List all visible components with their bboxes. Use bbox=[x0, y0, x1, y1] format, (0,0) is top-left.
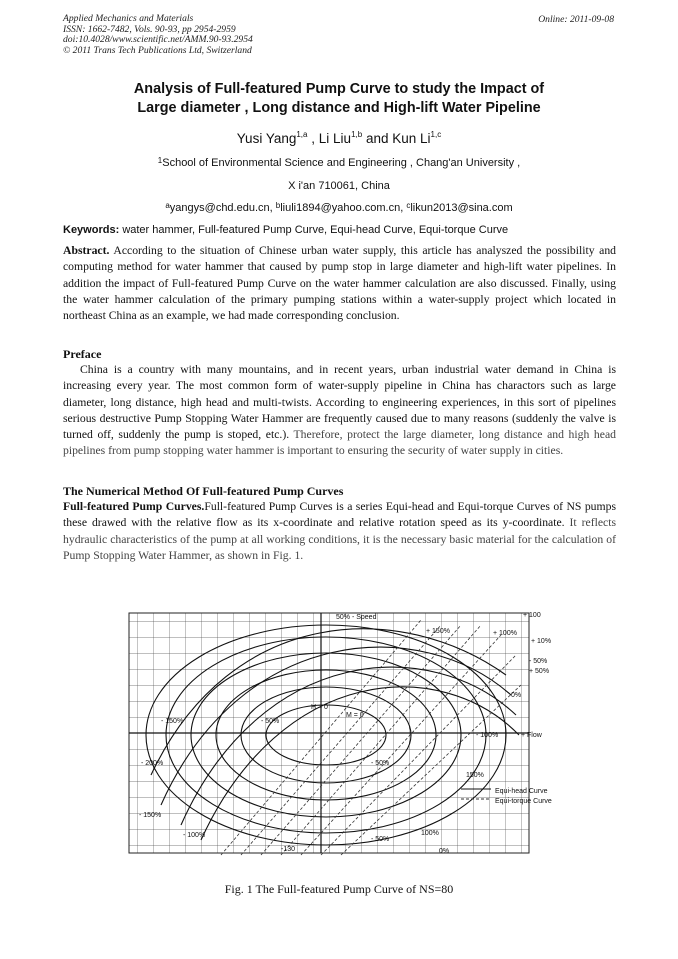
author-sup: 1,c bbox=[430, 130, 442, 139]
label-equi-torque: Equi-torque Curve bbox=[495, 798, 552, 805]
section-text-b: It reflects hydraulic characteristics of the pump at all working conditions, it is the necessary basic material for the calculation of Pump Stopping Water Hammer, as shown in Fig. 1. bbox=[63, 516, 617, 562]
affiliation-sup: 1 bbox=[157, 156, 163, 165]
label-flow: + Flow bbox=[521, 732, 542, 739]
label-zero: 0% bbox=[511, 692, 522, 699]
preface-text-b: Therefore, protect the large diameter, long distance and high head pipelines from pump stopping water hammer is important to ensuring the security of water supply in cities. bbox=[63, 428, 616, 458]
section-lead: Full-featured Pump Curves. bbox=[63, 500, 205, 513]
author-name: Kun Li bbox=[392, 131, 431, 146]
affiliation-text: School of Environmental Science and Engineering , Chang'an University , bbox=[162, 157, 521, 169]
label-n130: -130 bbox=[281, 846, 296, 853]
title-line-2: Large diameter , Long distance and High-lift Water Pipeline bbox=[137, 100, 541, 116]
email-line: $^a$yangys@chd.edu.cn, $^b$liuli1894@yahoo.com.cn, $^c$likun2013@sina.com bbox=[165, 201, 513, 214]
email-sup: a bbox=[165, 201, 170, 210]
label-equi-head: Equi-head Curve bbox=[495, 788, 548, 795]
journal-doi: doi:10.4028/www.scientific.net/AMM.90-93.2954 bbox=[63, 34, 253, 45]
label-p100-top: + 100 bbox=[523, 612, 541, 619]
label-n50f: - 50% bbox=[371, 836, 390, 843]
author-name: Li Liu bbox=[318, 131, 352, 146]
label-p100: + 100% bbox=[493, 630, 517, 637]
journal-name: Applied Mechanics and Materials bbox=[63, 13, 194, 24]
label-p150b: 150% bbox=[466, 772, 484, 779]
abstract bbox=[63, 243, 616, 324]
label-n0: 0% bbox=[439, 848, 450, 855]
label-m50d: - 50% bbox=[371, 760, 390, 767]
email-link[interactable]: liuli1894@yahoo.com.cn bbox=[280, 202, 401, 214]
email-sup: c bbox=[406, 201, 411, 210]
label-m50c: - 50% bbox=[261, 718, 280, 725]
email-link[interactable]: yangys@chd.edu.cn bbox=[169, 202, 270, 214]
preface-heading: Preface bbox=[63, 347, 102, 361]
author-name: Yusi Yang bbox=[236, 131, 297, 146]
label-m50a: - 50% bbox=[529, 658, 548, 665]
preface-body bbox=[63, 362, 616, 460]
label-p10: + 10% bbox=[531, 638, 552, 645]
author-sup: 1,b bbox=[351, 130, 363, 139]
label-m150: - 150% bbox=[161, 718, 184, 725]
author-sup: 1,a bbox=[296, 130, 308, 139]
affiliation-line-2: X i'an 710061, China bbox=[288, 180, 390, 192]
label-n100b: - 100% bbox=[183, 832, 206, 839]
section-text-a: Full-featured Pump Curves is a series Equi-head and Equi-torque Curves of NS pumps these drawed with the relative flow as its x-coordinate and relative rotation speed as its y-coordinate. bbox=[63, 500, 616, 530]
paper-title bbox=[40, 80, 638, 118]
figure-caption: Fig. 1 The Full-featured Pump Curve of NS=80 bbox=[224, 882, 454, 896]
label-n150: - 150% bbox=[139, 812, 162, 819]
author-and: and bbox=[365, 131, 389, 146]
journal-header bbox=[63, 14, 253, 56]
author-separator: , bbox=[311, 131, 316, 146]
label-speed: 50% - Speed bbox=[336, 614, 377, 621]
label-h0: H = 0 bbox=[311, 704, 328, 711]
preface-text-a: China is a country with many mountains, and in recent years, urban industrial water demand in China is increasing every year. The most common form of water-supply pipeline in China has charactors such as large diameter, long distance, high head and multi-twists. According to engineering experiences, in this sort of pipelines serious destructive Pump Stopping Water Hammer are frequently caused due to many reasons (suddenly the valve is turned off, suddenly the pump is stoped, etc.). bbox=[63, 363, 616, 442]
abstract-label: Abstract. bbox=[63, 244, 110, 257]
email-sup: b bbox=[275, 201, 281, 210]
title-line-1: Analysis of Full-featured Pump Curve to study the Impact of bbox=[133, 81, 545, 97]
label-n200: - 200% bbox=[141, 760, 164, 767]
online-date: Online: 2011-09-08 bbox=[538, 14, 614, 25]
pump-curve-figure bbox=[121, 605, 559, 869]
author-list bbox=[0, 131, 678, 146]
journal-issn: ISSN: 1662-7482, Vols. 90-93, pp 2954-2959 bbox=[63, 23, 236, 35]
keywords-label: Keywords: bbox=[63, 224, 120, 236]
affiliation-line-1 bbox=[0, 157, 678, 169]
label-m50b: + 50% bbox=[529, 668, 550, 675]
section-heading: The Numerical Method Of Full-featured Pump Curves bbox=[63, 484, 344, 498]
abstract-text: According to the situation of Chinese urban water supply, this article has analyszed the possibility and computing method for water hammer that caused by pump stop in large diameter and high-lift water pipelines. In addition the impact of Full-featured Pump Curve on the water hammer calculation are also discussed. Finally, using the water hammer calculation of the primary pumping stations within a water-supply project which located in northeast China as an example, we had made corresponding conclusion. bbox=[63, 244, 617, 323]
journal-copyright: © 2011 Trans Tech Publications Ltd, Switzerland bbox=[63, 44, 252, 56]
email-link[interactable]: likun2013@sina.com bbox=[410, 202, 513, 214]
keywords-text: water hammer, Full-featured Pump Curve, Equi-head Curve, Equi-torque Curve bbox=[122, 224, 509, 236]
label-m0: M = 0 bbox=[346, 712, 364, 719]
label-p100c: 100% bbox=[421, 830, 439, 837]
keywords bbox=[63, 224, 623, 236]
label-p150: + 150% bbox=[426, 628, 450, 635]
label-p100l: - 100% bbox=[476, 732, 499, 739]
section-body bbox=[63, 499, 616, 564]
